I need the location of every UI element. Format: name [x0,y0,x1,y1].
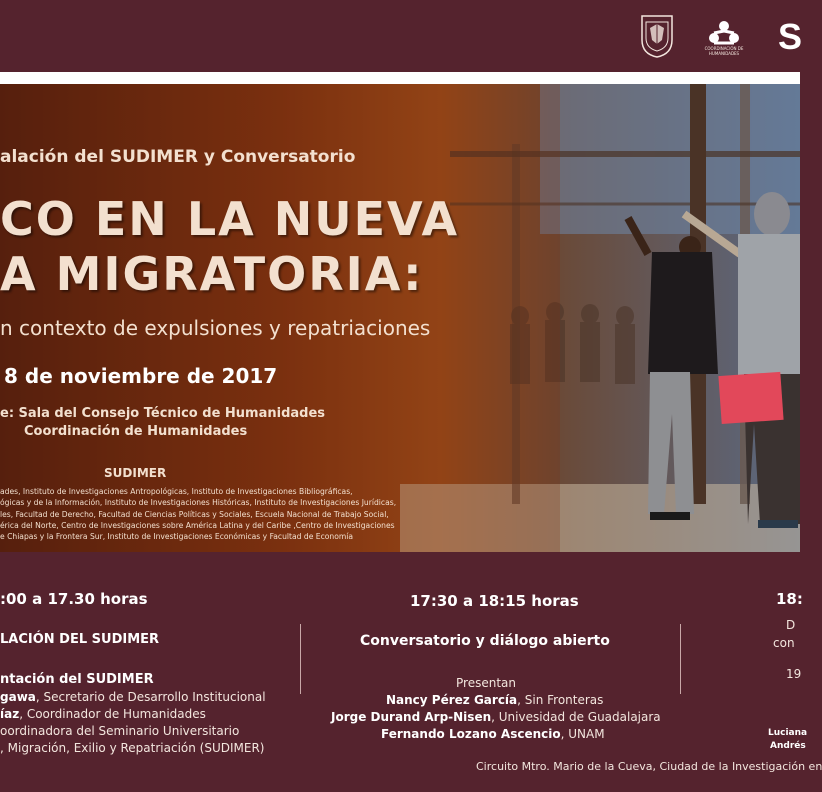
col2-panelist-2 [331,710,661,724]
col1-subtitle: ntación del SUDIMER [0,672,154,687]
member-line: érica del Norte, Centro de Investigaciones sobre América Latina y del Caribe ,Centro de Investigaciones [0,520,395,530]
col1-time: :00 a 17.30 horas [0,590,148,608]
program-section [0,564,822,792]
headline-line-2: A MIGRATORIA: [0,247,424,301]
coordinacion-logo-text: COORDINACIÓN DE HUMANIDADES [704,46,744,56]
col3-line2: con [773,636,795,650]
event-subtitle: alación del SUDIMER y Conversatorio [0,147,356,167]
col2-panelist-3 [381,727,605,741]
col2-name2: Jorge Durand Arp-Nisen [331,710,492,724]
partial-logo: S [778,16,803,57]
header-bar [0,0,803,72]
venue-line: e: Sala del Consejo Técnico de Humanidades [0,406,326,421]
bottom-divider-strip [0,552,800,564]
col1-role1: , Secretario de Desarrollo Institucional [35,690,266,704]
member-line: ades, Instituto de Investigaciones Antropológicas, Instituto de Investigaciones Bibliográficas, [0,487,353,496]
event-date: 8 de noviembre de 2017 [4,364,278,388]
col3-line5: Andrés [770,741,806,751]
headline-line-1: CO EN LA NUEVA [0,192,460,246]
col3-line1: D [786,618,796,632]
col1-name1: gawa [0,690,36,704]
col3-time: 18: [776,590,803,608]
col1-line4: , Migración, Exilio y Repatriación (SUDIMER) [0,741,265,755]
address-line: Circuito Mtro. Mario de la Cueva, Ciudad de la Investigación en [476,760,822,773]
col2-org1: , Sin Fronteras [517,693,604,707]
context-line: n contexto de expulsiones y repatriaciones [0,316,431,340]
col2-panelist-1 [386,693,603,707]
sudimer-heading: SUDIMER [104,466,167,480]
col1-line3: oordinadora del Seminario Universitario [0,724,240,738]
member-line: ógicas y de la Información, Instituto de Investigaciones Históricas, Instituto de Investigaciones Jurídicas, [0,498,397,508]
col1-title: LACIÓN DEL SUDIMER [0,632,160,647]
venue-coordination: Coordinación de Humanidades [24,424,248,439]
col2-name1: Nancy Pérez García [386,693,518,707]
col2-org2: , Univesidad de Guadalajara [491,710,661,724]
unam-logo-icon [638,14,676,58]
col2-time: 17:30 a 18:15 horas [410,592,579,610]
col1-role2: , Coordinador de Humanidades [19,707,206,721]
col1-line1 [0,690,266,704]
col1-name2: íaz [0,707,20,721]
col2-org3: , UNAM [560,727,605,741]
member-line: les, Facultad de Derecho, Facultad de Ciencias Políticas y Sociales, Escuela Nacional de Trabajo Social, [0,509,389,519]
member-line: e Chiapas y la Frontera Sur, Instituto de Investigaciones Económicas y Facultad de Economía [0,532,354,542]
col3-line4: Luciana [768,728,808,738]
col2-title: Conversatorio y diálogo abierto [360,633,610,649]
column-divider [300,624,301,694]
column-divider [680,624,681,694]
col2-name3: Fernando Lozano Ascencio [381,727,561,741]
top-divider-strip [0,72,800,84]
col2-presentan: Presentan [456,676,516,690]
col1-line2 [0,707,206,721]
col3-line3: 19 [786,667,802,681]
member-institutions [0,486,396,542]
event-banner [0,84,800,552]
